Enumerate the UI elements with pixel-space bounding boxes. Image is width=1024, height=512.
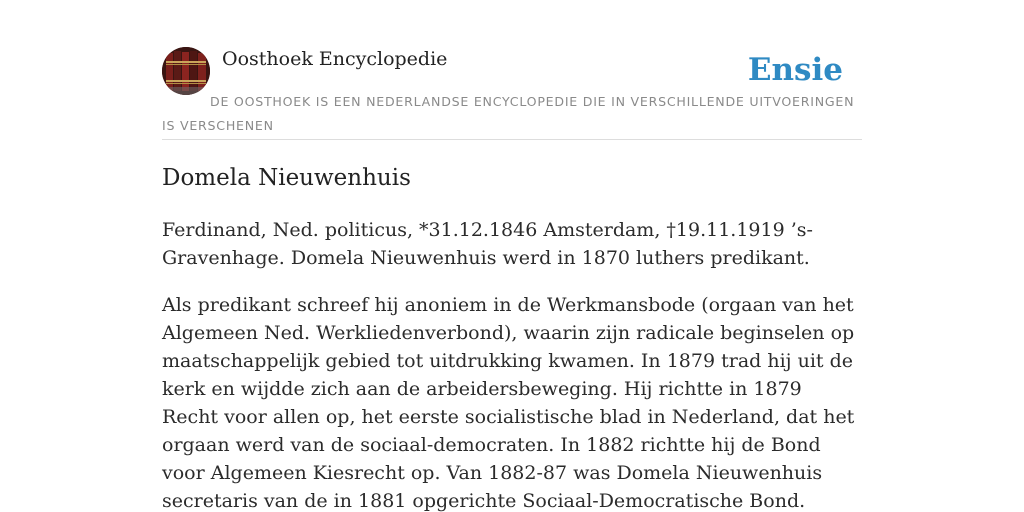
- header-divider: [162, 139, 862, 140]
- site-tagline: DE OOSTHOEK IS EEN NEDERLANDSE ENCYCLOPEDIE DIE IN VERSCHILLENDE UITVOERINGEN IS VERSCHENEN: [162, 94, 855, 133]
- article-paragraph: Ferdinand, Ned. politicus, *31.12.1846 Amsterdam, †19.11.1919 ’s-Gravenhage. Domela Nieuwenhuis werd in 1870 luthers predikant.: [162, 219, 813, 269]
- article-title: Domela Nieuwenhuis: [162, 165, 411, 191]
- brand-logo[interactable]: Ensie: [747, 52, 843, 88]
- book-spines-icon[interactable]: [162, 47, 210, 95]
- article: [162, 162, 862, 512]
- article-paragraph: Als predikant schreef hij anoniem in de Werkmansbode (orgaan van het Algemeen Ned. Werkliedenverbond), waarin zijn radicale beginselen op maatschappelijk gebied tot uitdrukking kwamen. In 1879 trad hij uit de kerk en wijdde zich aan de arbeidersbeweging. Hij richtte in 1879 Recht voor allen op, het eerste socialistische blad in Nederland, dat het orgaan werd van de sociaal-democraten. In 1882 richtte hij de Bond voor Algemeen Kiesrecht op. Van 1882-87 was Domela Nieuwenhuis secretaris van de in 1881 opgerichte Sociaal-Democratische Bond.: [162, 294, 855, 512]
- site-header: [162, 46, 862, 140]
- site-name[interactable]: Oosthoek Encyclopedie: [222, 48, 448, 70]
